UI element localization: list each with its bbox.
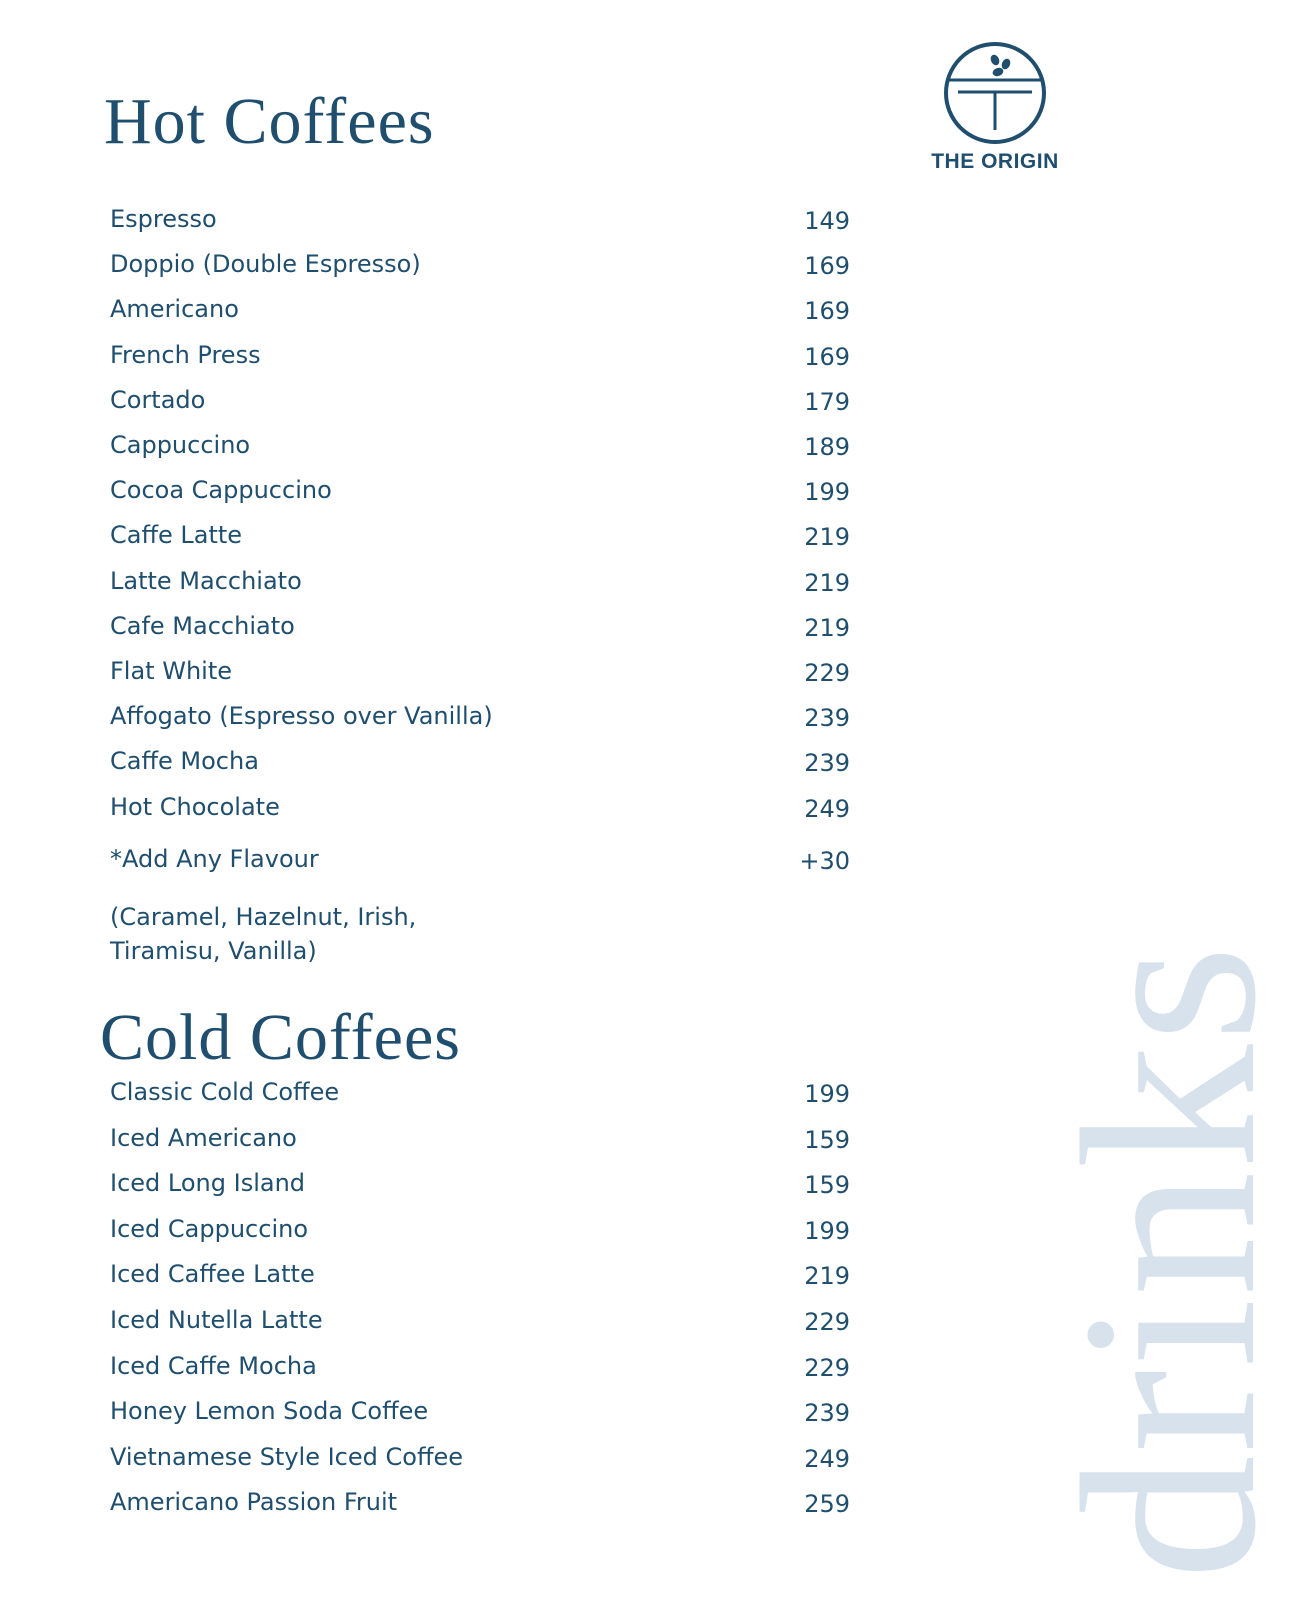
menu-item: [110, 1215, 850, 1255]
menu-item-price: 199: [804, 478, 850, 507]
menu-item: [110, 1169, 850, 1209]
menu-item-price: 169: [804, 252, 850, 281]
menu-item: [110, 1078, 850, 1118]
menu-item-price: 249: [804, 794, 850, 823]
menu-item-price: 219: [804, 613, 850, 642]
brand-logo: [920, 38, 1070, 188]
menu-item-name: Espresso: [110, 205, 217, 233]
menu-item-price: 219: [804, 568, 850, 597]
menu-item-price: 219: [804, 1262, 850, 1291]
menu-item: [110, 1397, 850, 1437]
menu-item: [110, 612, 850, 652]
menu-item-name: Honey Lemon Soda Coffee: [110, 1397, 429, 1426]
coffee-cup-beans-icon: [940, 38, 1050, 148]
menu-item-price: 239: [804, 1399, 850, 1428]
menu-item-price: 229: [804, 1353, 850, 1382]
menu-item: [110, 567, 850, 607]
menu-item-price: 149: [804, 207, 850, 235]
addon-flavour-list: (Caramel, Hazelnut, Irish, Tiramisu, Vanilla): [110, 903, 417, 965]
menu-item-name: Flat White: [110, 657, 233, 685]
menu-item-name: Caffe Latte: [110, 521, 243, 550]
menu-item: [110, 1260, 850, 1300]
menu-item: [110, 250, 850, 290]
menu-item: [110, 521, 850, 561]
menu-item-price: 219: [804, 523, 850, 552]
menu-item-price: 159: [804, 1171, 850, 1200]
menu-item-price: 159: [804, 1125, 850, 1154]
menu-item-price: 199: [804, 1080, 850, 1108]
menu-item-name: Latte Macchiato: [110, 566, 302, 595]
menu-item: [110, 341, 850, 381]
menu-item: [110, 295, 850, 335]
menu-item-name: Cocoa Cappuccino: [110, 476, 332, 505]
menu-item-name: Classic Cold Coffee: [110, 1078, 340, 1106]
menu-item-name: Cappuccino: [110, 431, 251, 459]
menu-item-name: Iced Long Island: [110, 1169, 306, 1198]
menu-item-name: Iced Nutella Latte: [110, 1306, 323, 1334]
menu-item-name: Cafe Macchiato: [110, 611, 295, 640]
menu-item-price: 249: [804, 1444, 850, 1473]
menu-item: [110, 386, 850, 426]
menu-item-name: Affogato (Espresso over Vanilla): [110, 702, 493, 731]
menu-item-name: Caffe Mocha: [110, 747, 259, 776]
menu-item: [110, 747, 850, 787]
menu-item: [110, 1488, 850, 1528]
menu-item-price: 199: [804, 1216, 850, 1245]
menu-item-name: Doppio (Double Espresso): [110, 250, 421, 279]
menu-item-price: 189: [804, 433, 850, 461]
menu-item-name: Iced Americano: [110, 1123, 297, 1152]
menu-item-price: 259: [804, 1490, 850, 1519]
hot-coffees-title: Hot Coffees: [104, 85, 435, 158]
drinks-watermark: drinks: [1031, 943, 1308, 1580]
menu-item-name: Americano Passion Fruit: [110, 1488, 398, 1517]
menu-item-name: Hot Chocolate: [110, 792, 280, 821]
menu-item-name: Americano: [110, 295, 239, 324]
menu-item-price: 229: [804, 1308, 850, 1336]
menu-item-name: Iced Cappuccino: [110, 1214, 308, 1243]
menu-item-price: 179: [804, 387, 850, 416]
menu-item-name: Iced Caffee Latte: [110, 1260, 315, 1289]
menu-item: [110, 1352, 850, 1392]
cold-coffees-title: Cold Coffees: [100, 1001, 461, 1074]
menu-item: [110, 431, 850, 471]
menu-item: [110, 1306, 850, 1346]
menu-item-price: 169: [804, 342, 850, 371]
addon-price: +30: [799, 847, 850, 875]
addon-row: [110, 845, 850, 885]
menu-item: [110, 205, 850, 245]
addon-name: *Add Any Flavour: [110, 845, 319, 873]
menu-item-price: 239: [804, 749, 850, 778]
brand-name: THE ORIGIN: [931, 150, 1059, 173]
menu-item-name: French Press: [110, 340, 261, 369]
menu-item-name: Vietnamese Style Iced Coffee: [110, 1442, 464, 1471]
menu-item: [110, 1443, 850, 1483]
menu-item-name: Cortado: [110, 385, 206, 414]
menu-item: [110, 1124, 850, 1164]
menu-item-price: 239: [804, 704, 850, 733]
menu-item-price: 229: [804, 659, 850, 687]
menu-item: [110, 657, 850, 697]
menu-item-name: Iced Caffe Mocha: [110, 1351, 317, 1380]
menu-item: [110, 476, 850, 516]
menu-item-price: 169: [804, 297, 850, 326]
menu-item: [110, 702, 850, 742]
menu-item: [110, 793, 850, 833]
